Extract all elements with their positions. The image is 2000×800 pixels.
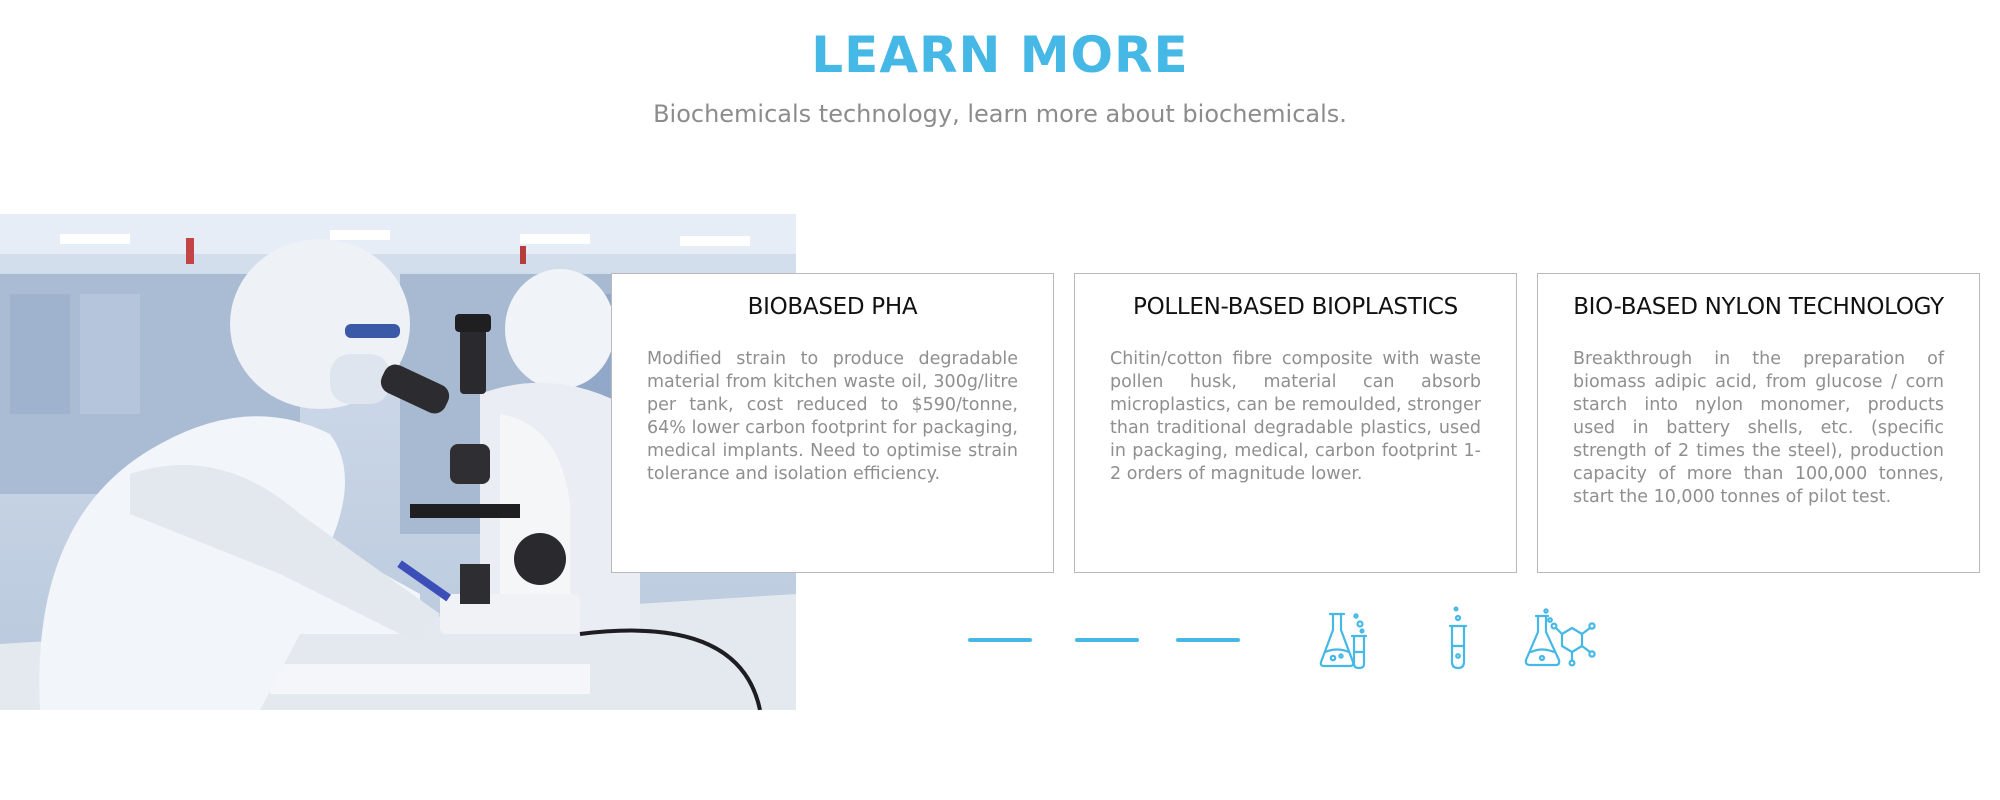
card-title: BIO-BASED NYLON TECHNOLOGY (1573, 294, 1944, 320)
card-text: Modified strain to produce degradable material from kitchen waste oil, 300g/litre per tank, cost reduced to $590/tonne, 64% lower carbon footprint for packaging, medical implants. Need to optimise strain tolerance and isolation efficiency. (647, 349, 1018, 484)
card-title: POLLEN-BASED BIOPLASTICS (1133, 294, 1458, 320)
carousel-indicator-3[interactable] (1176, 638, 1240, 642)
molecule-flask-icon (1522, 608, 1598, 675)
card-text: Chitin/cotton fibre composite with waste pollen husk, material can absorb microplastics, can be remoulded, stronger than traditional degradable plastics, used in packaging, medical, carbon footprint 1-2 orders of magnitude lower. (1110, 349, 1481, 484)
page-title: LEARN MORE (811, 26, 1189, 84)
card-text: Breakthrough in the preparation of biomass adipic acid, from glucose / corn starch into nylon monomer, products used in battery shells, etc. (specific strength of 2 times the steel), production capacity of more than 100,000 tonnes, start the 10,000 tonnes of pilot test. (1573, 349, 1944, 507)
test-tube-icon (1445, 604, 1471, 675)
card-title: BIOBASED PHA (747, 294, 918, 320)
card-biobased-pha (611, 273, 1054, 573)
page-subtitle: Biochemicals technology, learn more about biochemicals. (653, 100, 1347, 128)
flask-icon (1318, 610, 1374, 675)
carousel-indicator-2[interactable] (1075, 638, 1139, 642)
card-pollen-based-bioplastics (1074, 273, 1517, 573)
card-bio-based-nylon (1537, 273, 1980, 573)
carousel-indicator-1[interactable] (968, 638, 1032, 642)
